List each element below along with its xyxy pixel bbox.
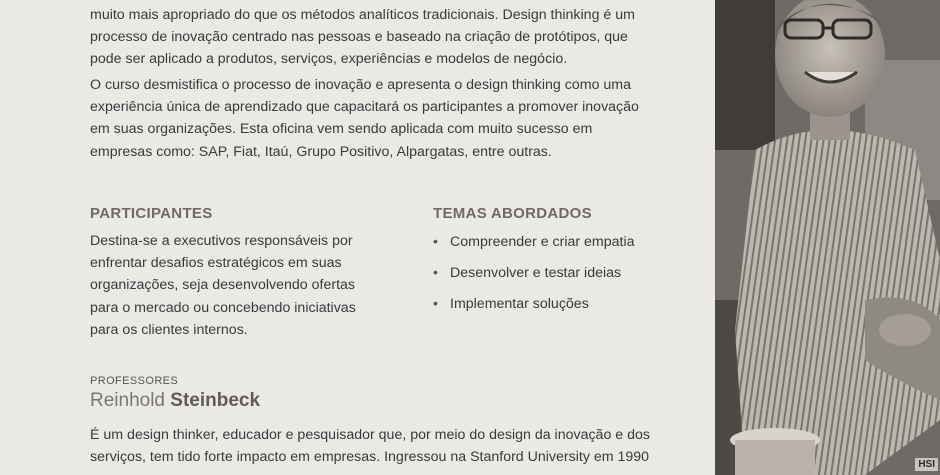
participants-heading: PARTICIPANTES bbox=[90, 205, 213, 222]
professor-name bbox=[90, 390, 260, 412]
participants-paragraph bbox=[90, 230, 390, 341]
topics-heading: TEMAS ABORDADOS bbox=[433, 205, 592, 222]
paragraph-line: É um design thinker, educador e pesquisador que, por meio do design da inovação e dos bbox=[90, 427, 650, 443]
paragraph-line: organizações, seja desenvolvendo ofertas bbox=[90, 277, 356, 294]
professors-label: PROFESSORES bbox=[90, 375, 179, 387]
paragraph-line: pode ser aplicado a produtos, serviços, experiências e modelos de negócio. bbox=[90, 51, 568, 68]
list-item bbox=[433, 293, 635, 324]
professor-last-name: Steinbeck bbox=[170, 390, 261, 411]
list-item bbox=[433, 231, 635, 262]
paragraph-line: serviços, tem tido forte impacto em empresas. Ingressou na Stanford University em 1990 bbox=[90, 449, 650, 466]
photo-watermark: HSI bbox=[915, 458, 938, 471]
topic-label: Compreender e criar empatia bbox=[450, 234, 635, 250]
bio-paragraph bbox=[90, 424, 680, 468]
paragraph-line: para o mercado ou concebendo iniciativas bbox=[90, 299, 356, 316]
topic-label: Desenvolver e testar ideias bbox=[450, 265, 622, 281]
paragraph-line: empresas como: SAP, Fiat, Itaú, Grupo Positivo, Alpargatas, entre outras. bbox=[90, 143, 552, 160]
intro-paragraph bbox=[90, 4, 680, 71]
topics-list bbox=[433, 231, 635, 324]
professor-first-name: Reinhold bbox=[90, 390, 165, 411]
paragraph-line: muito mais apropriado do que os métodos analíticos tradicionais. Design thinking é um bbox=[90, 7, 635, 23]
list-item bbox=[433, 262, 635, 293]
bullet-icon: • bbox=[433, 265, 438, 281]
paragraph-line: em suas organizações. Esta oficina vem sendo aplicada com muito sucesso em bbox=[90, 121, 593, 138]
paragraph-line: enfrentar desafios estratégicos em suas bbox=[90, 255, 342, 272]
paragraph-line: processo de inovação centrado nas pessoas e baseado na criação de protótipos, que bbox=[90, 29, 628, 46]
paragraph-line: Destina-se a executivos responsáveis por bbox=[90, 233, 353, 249]
bullet-icon: • bbox=[433, 296, 438, 312]
professor-photo bbox=[715, 0, 940, 475]
topic-label: Implementar soluções bbox=[450, 296, 589, 312]
paragraph-line: O curso desmistifica o processo de inovação e apresenta o design thinking como uma bbox=[90, 77, 631, 93]
course-paragraph bbox=[90, 74, 680, 163]
bullet-icon: • bbox=[433, 234, 438, 250]
paragraph-line: para os clientes internos. bbox=[90, 321, 248, 338]
paragraph-line: experiência única de aprendizado que capacitará os participantes a promover inovação bbox=[90, 99, 639, 116]
portrait-illustration bbox=[715, 0, 940, 475]
